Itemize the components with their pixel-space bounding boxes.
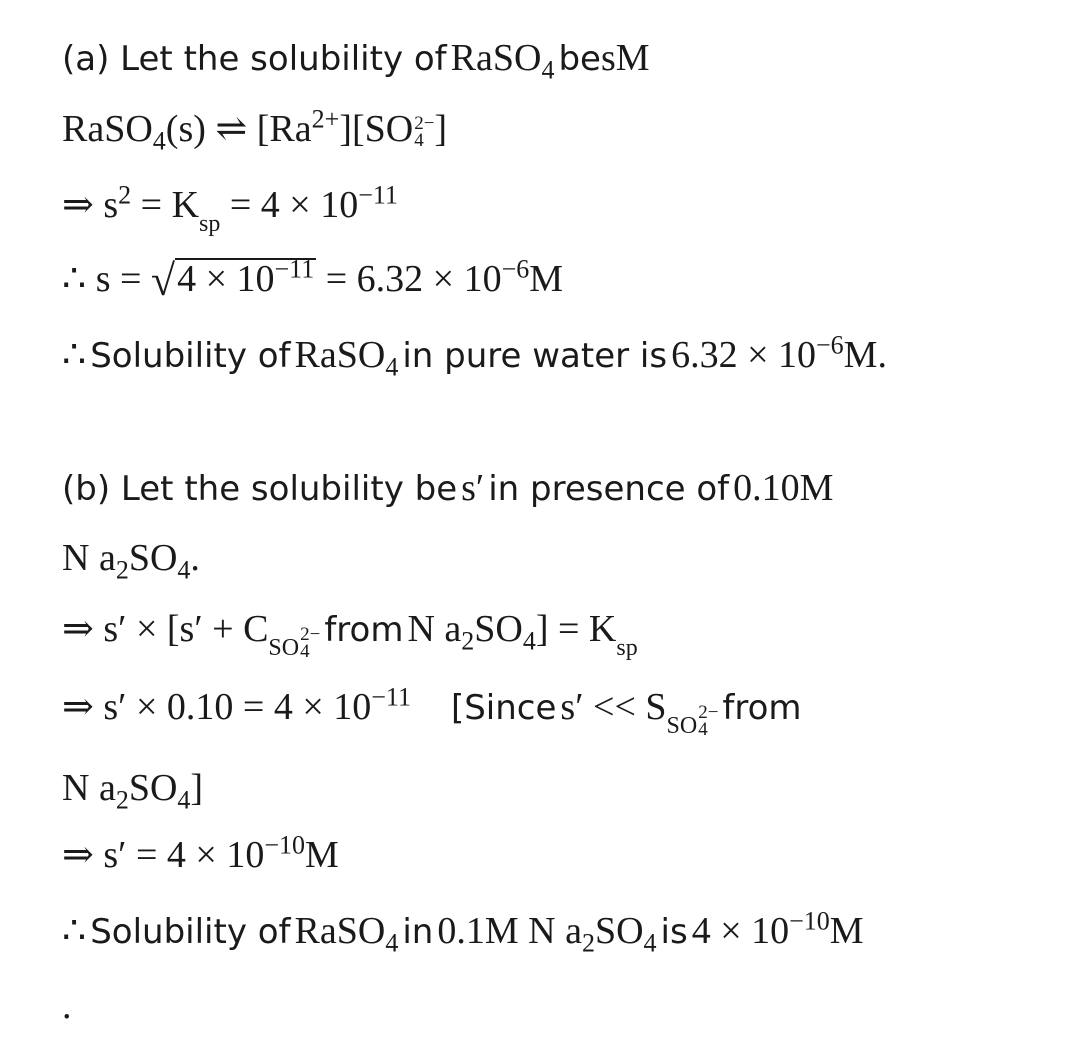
trailing-dot: . <box>62 985 72 1027</box>
equilibrium-equation: RaSO$_4$(s) ⇌ $[Ra^{2+}][SO$ 2− 4 ] <box>62 104 448 156</box>
part-b-intro: (b) Let the solubility be s′ in presence of 0.10M <box>62 467 834 509</box>
equilibrium-arrow: ⇌ <box>215 108 248 150</box>
approx-equation: ⇒ $s' \times 0.10 = 4 \times 10^{-11}$ [Since s′ << SSO 2− 4 from <box>62 682 802 740</box>
text: be <box>558 39 601 79</box>
part-a-intro <box>62 36 650 85</box>
ksp-expression-b: ⇒ s′ × [s′ + CSO 2− 4 from N $a_2SO_4$] = Ksp <box>62 608 638 662</box>
s-prime-result: ⇒ $s' = 4 \times 10^{-10}M$ <box>62 830 339 876</box>
part-a-conclusion: ∴ Solubility of RaSO$_4$ in pure water is $6.32 \times 10^{-6}M$. <box>62 330 887 382</box>
part-b-conclusion: ∴ Solubility of RaSO$_4$ in 0.1M N $a_2SO_4$ is $4 \times 10^{-10}M$ <box>62 906 864 958</box>
na2so4-label: N $a_2SO_4$. <box>62 537 200 585</box>
math: RaSO$_4$ <box>450 37 555 85</box>
solubility-calc: ∴ $s = √4 \times 10^{-11} = 6.32 \times 10^{-6}M$ <box>62 254 564 305</box>
ksp-equation: ⇒ $s^2$ = Ksp = $4 \times 10^{-11}$ <box>62 180 398 237</box>
text: (a) Let the solubility of <box>62 39 447 79</box>
math-var: sM <box>600 37 650 79</box>
na2so4-close: N $a_2SO_4$] <box>62 767 204 815</box>
